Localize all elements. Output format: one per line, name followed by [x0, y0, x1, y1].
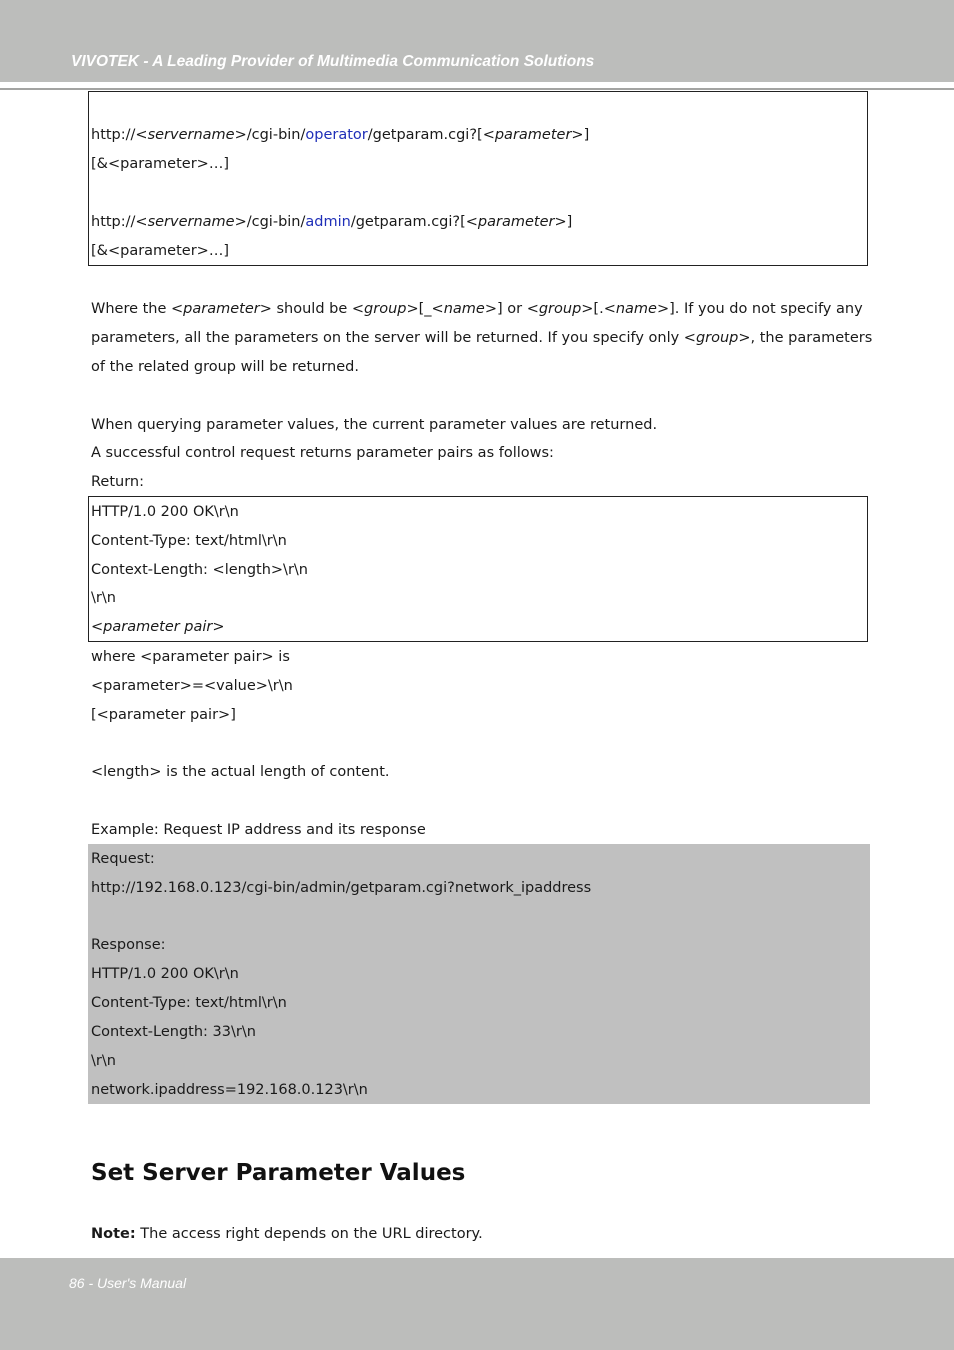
url-admin-cont: [&<parameter>…]: [91, 243, 229, 259]
page-footer: [0, 1258, 954, 1350]
header-divider: [0, 88, 954, 90]
servername-placeholder: <servername>: [135, 127, 247, 143]
example-line: Response:: [91, 937, 166, 953]
example-line: Content-Type: text/html\r\n: [91, 995, 287, 1011]
return-line: \r\n: [91, 590, 116, 606]
example-line: HTTP/1.0 200 OK\r\n: [91, 966, 239, 982]
url-admin-line: http://<servername>/cgi-bin/admin/getparam.cgi?[<parameter>]: [91, 214, 573, 230]
section-note: Note: The access right depends on the URL directory.: [91, 1226, 483, 1242]
return-line: Content-Type: text/html\r\n: [91, 533, 287, 549]
example-line: http://192.168.0.123/cgi-bin/admin/getparam.cgi?network_ipaddress: [91, 880, 592, 896]
para1-line1: Where the <parameter> should be <group>[_<name>] or <group>[.<name>]. If you do not specify any: [91, 301, 863, 317]
note-label: Note:: [91, 1226, 136, 1242]
operator-link[interactable]: operator: [305, 127, 368, 143]
return-pair: <parameter pair>: [91, 619, 225, 635]
example-line: network.ipaddress=192.168.0.123\r\n: [91, 1082, 368, 1098]
example-line: \r\n: [91, 1053, 116, 1069]
para2-line2: A successful control request returns parameter pairs as follows:: [91, 445, 554, 461]
return-label: Return:: [91, 474, 145, 490]
header-title: VIVOTEK - A Leading Provider of Multimedia Communication Solutions: [71, 53, 595, 70]
url-operator-cont: [&<parameter>…]: [91, 156, 229, 172]
para1-line2: parameters, all the parameters on the server will be returned. If you specify only <group>, the parameters: [91, 330, 873, 346]
para2-line1: When querying parameter values, the current parameter values are returned.: [91, 417, 658, 433]
example-line: Request:: [91, 851, 155, 867]
para1-line3: of the related group will be returned.: [91, 359, 359, 375]
url-syntax-box: [88, 91, 868, 266]
return-line: Context-Length: <length>\r\n: [91, 562, 308, 578]
return-line: HTTP/1.0 200 OK\r\n: [91, 504, 239, 520]
url-operator-line: http://<servername>/cgi-bin/operator/getparam.cgi?[<parameter>]: [91, 127, 590, 143]
pair-def-line: [<parameter pair>]: [91, 707, 236, 723]
example-label: Example: Request IP address and its response: [91, 822, 426, 838]
pair-def-line: <parameter>=<value>\r\n: [91, 678, 293, 694]
example-line: Context-Length: 33\r\n: [91, 1024, 256, 1040]
page-number: 86 - User's Manual: [69, 1275, 187, 1291]
length-note: <length> is the actual length of content.: [91, 764, 390, 780]
section-title: Set Server Parameter Values: [91, 1160, 466, 1186]
pair-def-line: where <parameter pair> is: [91, 649, 290, 665]
admin-link[interactable]: admin: [305, 214, 351, 230]
